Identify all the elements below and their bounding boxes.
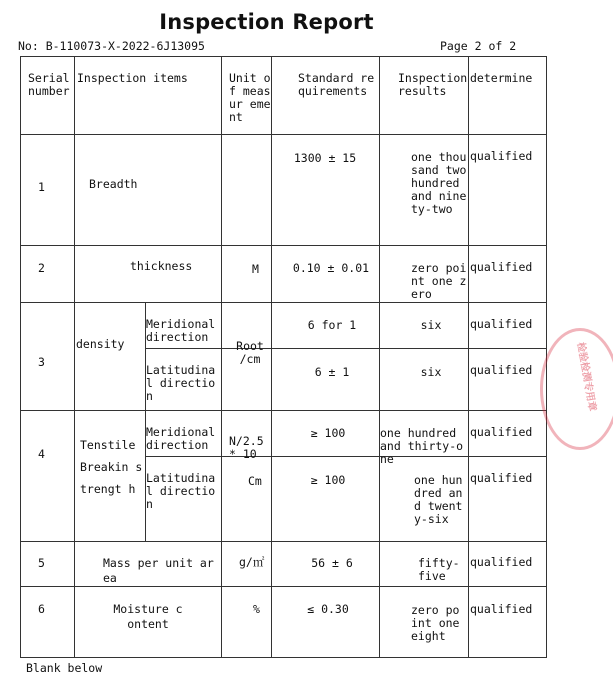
row2-item: thickness [130,259,193,273]
row5-standard: 56 ± 6 [311,556,353,570]
row4a-determine: qualified [470,425,533,439]
row2-determine: qualified [470,260,533,274]
row5-determine: qualified [470,555,533,569]
row3a-result: six [420,318,442,332]
row3-unit: Root /cm [236,339,264,366]
row6-determine: qualified [470,602,533,616]
row4-unit-bottom: Cm [248,474,262,488]
header-standard: Standard requirements [298,71,375,98]
row3b-determine: qualified [470,363,533,377]
report-title: Inspection Report [159,10,374,34]
row3b-standard: 6 ± 1 [314,365,350,379]
row4-item: Tenstile Breakin strengt h [80,438,143,496]
row3b-label: Latitudina l direction [146,363,216,403]
row4b-determine: qualified [470,471,533,485]
row5-item: Mass per unit area [103,556,214,585]
header-serial: Serial number [28,71,70,98]
row4-unit-top: N/2.5 * 10 [229,434,264,461]
header-determine: determine [470,71,533,85]
row6-result: zero point one eight [411,603,460,643]
header-results: Inspection results [398,71,468,98]
official-stamp [540,328,613,450]
row3a-standard: 6 for 1 [307,318,357,332]
row4-serial: 4 [38,447,45,461]
blank-below-note: Blank below [26,661,103,675]
row3-serial: 3 [38,355,45,369]
row4b-label: Latitudina l direction [146,471,216,511]
header-items: Inspection items [77,71,188,85]
row6-item: Moisture content [113,602,183,631]
row5-unit: g/㎡ [239,555,265,569]
row4a-result: one hundred and thirty-one [380,426,464,466]
row2-standard: 0.10 ± 0.01 [292,261,370,275]
stamp-text: 检验检测专用章 [574,341,598,413]
row2-result: zero point one zero [411,261,467,301]
row4a-label: Meridional direction [146,425,216,452]
document-number: No: B-110073-X-2022-6J13095 [18,39,205,53]
page-number: Page 2 of 2 [440,39,517,53]
row3-item: density [76,337,125,351]
row1-standard: 1300 ± 15 [293,151,357,165]
row5-result: fifty-five [418,556,460,583]
row1-item: Breadth [89,177,138,191]
row1-serial: 1 [38,180,45,194]
row3b-result: six [420,365,442,379]
row4a-standard: ≥ 100 [310,426,346,440]
row2-serial: 2 [38,261,45,275]
row3a-determine: qualified [470,317,533,331]
header-unit: Unit of measur ement [229,71,271,124]
row1-determine: qualified [470,149,533,163]
row6-unit: % [253,602,260,616]
row6-standard: ≤ 0.30 [307,602,349,616]
row2-unit: M [252,262,259,276]
row5-serial: 5 [38,556,45,570]
row1-result: one thousand two hundred and ninety-two [411,150,467,216]
row3a-label: Meridional direction [146,317,216,344]
row4b-result: one hundred and twenty-six [414,473,463,526]
row6-serial: 6 [38,602,45,616]
row4b-standard: ≥ 100 [310,473,346,487]
